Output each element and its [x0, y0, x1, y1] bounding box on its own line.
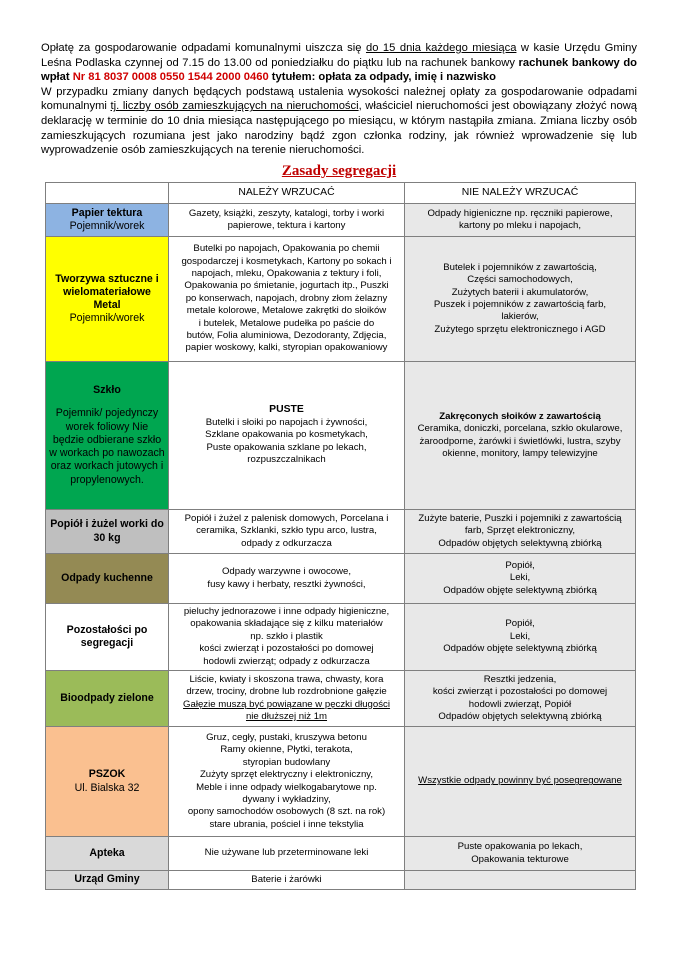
allowed-item: gospodarczej i kosmetykach, Kartony po sokach i [181, 255, 392, 267]
allowed-item: Butelki i słoiki po napojach i żywności, [205, 416, 368, 428]
allowed-item: Ramy okienne, Płytki, terakota, [220, 744, 353, 756]
not-allowed-cell [405, 554, 636, 604]
allowed-item: po konserwach, napojach, drobny złom żelazny [185, 292, 388, 304]
table-row [46, 727, 636, 837]
allowed-item: i butelek, Metalowe pudełka po paście do [198, 317, 375, 329]
allowed-item: dywany i wykładziny, [242, 793, 331, 805]
allowed-item: opakowania składające się z kilku materiałów [190, 618, 383, 630]
allowed-cell [169, 362, 405, 510]
declaration-paragraph: W przypadku zmiany danych będących podstawą ustalenia wysokości należnej opłaty za gospodarowanie odpadami komunalnymi tj. liczby osób zamieszkujących na nieruchomości, właściciel nieruchomości jest obowiązany złożyć nową deklarację w terminie do 10 dnia miesiąca następującego po miesiącu, w którym nastąpiła zmiana. Zmiana liczby osób zamieszkujących rozumiana jest jako narodziny bądź zgon członka rodziny, jak również wprowadzenie się lub wyprowadzenie osób zamieszkujących na terenie nieruchomości. [41, 85, 638, 157]
account-label: rachunek bankowy do wpłat [41, 56, 637, 84]
table-row [46, 671, 636, 727]
allowed-item: Gruz, cegły, pustaki, kruszywa betonu [206, 731, 367, 743]
category-cell [46, 204, 169, 237]
table-row [46, 604, 636, 671]
allowed-item: papierowe, tektura i kartony [227, 220, 346, 231]
allowed-item: rozpuszczalnikach [247, 454, 326, 466]
not-allowed-cell [405, 237, 636, 362]
allowed-cell [169, 510, 405, 554]
category-name: Bioodpady zielone [60, 691, 154, 704]
not-allowed-item: Odpadów objętych selektywną zbiórką [438, 710, 602, 722]
not-allowed-cell [405, 727, 636, 837]
payment-paragraph: Opłatę za gospodarowanie odpadami komunalnymi uiszcza się do 15 dnia każdego miesiąca w kasie Urzędu Gminy Leśna Podlaska czynnej od 7.15 do 13.00 od poniedziałku do piątku lub na rachunek bankowy rachunek bankowy do wpłat Nr 81 8037 0008 0550 1544 2000 0460 tytułem: opłata za odpady, imię i nazwisko [41, 42, 637, 84]
allowed-item: Zużyty sprzęt elektryczny i elektroniczny, [199, 769, 374, 781]
category-name: PSZOK [88, 768, 126, 781]
allowed-title: PUSTE [269, 404, 304, 416]
not-allowed-item: Butelek i pojemników z zawartością, [443, 261, 597, 273]
not-allowed-cell [405, 204, 636, 237]
not-allowed-item: lakierów, [501, 311, 539, 323]
not-allowed-cell [405, 871, 636, 890]
not-allowed-item: kości zwierząt i pozostałości po domowej [432, 686, 608, 698]
allowed-item: nie dłuższej niż 1m [245, 710, 328, 722]
not-allowed-item: Opakowania tekturowe [471, 853, 569, 865]
header-category [46, 183, 169, 204]
category-name: Papier tektura [71, 206, 143, 219]
table-row [46, 554, 636, 604]
not-allowed-cell [405, 362, 636, 510]
not-allowed-cell [405, 837, 636, 871]
intro-text [41, 41, 637, 158]
not-allowed-item: Popiół, [505, 559, 535, 571]
allowed-item: Butelki po napojach, Opakowania po chemii [193, 243, 380, 255]
account-number: Nr 81 8037 0008 0550 1544 2000 0460 [69, 71, 269, 84]
allowed-item: Opakowania po śmietanie, jogurtach itp., Puszki [184, 280, 389, 292]
allowed-item: ceramika, Szklanki, szkło typu arco, lustra, [196, 525, 377, 537]
allowed-cell [169, 727, 405, 837]
allowed-item: Baterie i żarówki [251, 873, 322, 885]
allowed-item: napojach, mleku, Opakowania z tektury i foli, [191, 267, 382, 279]
category-name: Odpady kuchenne [61, 571, 153, 584]
not-allowed-item: Popiół, [505, 618, 535, 630]
category-name: Urząd Gminy [74, 873, 140, 886]
not-allowed-cell [405, 510, 636, 554]
allowed-item: fusy kawy i herbaty, resztki żywności, [207, 578, 366, 590]
allowed-item: hodowli zwierząt; odpady z odkurzacza [203, 655, 370, 667]
category-container: Pojemnik/worek [69, 312, 145, 325]
transfer-title: tytułem: opłata za odpady, imię i nazwisko [268, 71, 496, 84]
not-allowed-item: Wszystkie odpady powinny być posegregowane [418, 775, 622, 787]
allowed-item: opony samochodów osobowych (8 szt. na rok) [187, 806, 386, 818]
not-allowed-item: okienne, monitory, lampy telewizyjne [442, 447, 598, 459]
allowed-item: Odpady warzywne i owocowe, [221, 566, 352, 578]
not-allowed-item: Odpadów objęte selektywną zbiórką [443, 584, 597, 596]
allowed-cell [169, 237, 405, 362]
allowed-cell [169, 871, 405, 890]
allowed-item: Liście, kwiaty i skoszona trawa, chwasty, kora [189, 673, 384, 685]
category-cell [46, 362, 169, 510]
not-allowed-item: Leki, [509, 572, 531, 584]
not-allowed-item: żaroodporne, żarówki i świetlówki, lustra, szyby [419, 435, 621, 447]
category-container: Ul. Bialska 32 [74, 781, 140, 794]
category-name: Popiół i żużel worki do 30 kg [50, 518, 164, 544]
allowed-item: metale kolorowe, Metalowe zakrętki do słoików [186, 305, 387, 317]
table-body [46, 204, 636, 890]
allowed-cell [169, 604, 405, 671]
payment-deadline: do 15 dnia każdego miesiąca [365, 42, 517, 54]
not-allowed-item: Puste opakowania po lekach, [457, 841, 583, 853]
category-cell [46, 554, 169, 604]
allowed-item: styropian budowlany [242, 756, 331, 768]
category-name: Pozostałości po segregacji [66, 623, 148, 650]
not-allowed-item: Części samochodowych, [467, 274, 573, 286]
allowed-item: Puste opakowania szklane po lekach, [206, 441, 367, 453]
category-cell [46, 604, 169, 671]
not-allowed-item: Leki, [509, 630, 531, 642]
not-allowed-cell [405, 671, 636, 727]
allowed-item: drzew, trociny, drobne lub rozdrobnione gałęzie [186, 686, 387, 698]
category-cell [46, 871, 169, 890]
allowed-item: odpady z odkurzacza [241, 537, 332, 549]
category-cell [46, 510, 169, 554]
allowed-item: pieluchy jednorazowe i inne odpady higieniczne, [183, 606, 390, 617]
header-allowed: NALEŻY WRZUCAĆ [169, 183, 405, 204]
allowed-cell [169, 671, 405, 727]
category-cell [46, 237, 169, 362]
category-cell [46, 837, 169, 871]
table-row [46, 362, 636, 510]
table-row [46, 237, 636, 362]
allowed-item: np. szkło i plastik [250, 630, 323, 642]
table-row [46, 871, 636, 890]
not-allowed-item: Odpady higieniczne np. ręczniki papierowe, [427, 207, 613, 219]
category-cell [46, 727, 169, 837]
allowed-item: Popiół i żużel z palenisk domowych, Porcelana i [184, 512, 389, 524]
not-allowed-item: Resztki jedzenia, [483, 673, 557, 685]
category-container: Pojemnik/worek [69, 220, 145, 232]
allowed-item: Meble i inne odpady wielkogabarytowe np. [196, 781, 377, 793]
category-name: Szkło [93, 384, 121, 397]
section-title: Zasady segregacji [281, 163, 397, 179]
not-allowed-item: farb, Sprzęt elektroniczny, [464, 525, 576, 537]
allowed-item: Gałęzie muszą być powiązane w pęczki długości [183, 698, 390, 710]
category-name: Apteka [89, 846, 125, 859]
table-row [46, 510, 636, 554]
not-allowed-item: Zużyte baterie, Puszki i pojemniki z zawartością [418, 512, 622, 524]
not-allowed-item: Puszek i pojemników z zawartością farb, [433, 299, 607, 310]
allowed-item: kości zwierząt i pozostałości po domowej [199, 643, 374, 655]
allowed-item: Szklane opakowania po kosmetykach, [205, 429, 368, 441]
not-allowed-item: Odpadów objęte selektywną zbiórką [443, 643, 597, 655]
table-row [46, 204, 636, 237]
not-allowed-item: Zużytych baterii i akumulatorów, [451, 286, 589, 298]
not-allowed-item: Zużytego sprzętu elektronicznego i AGD [434, 323, 606, 335]
not-allowed-cell [405, 604, 636, 671]
table-header-row [46, 183, 636, 204]
allowed-cell [169, 837, 405, 871]
not-allowed-item: Odpadów objętych selektywną zbiórką [438, 537, 602, 549]
allowed-item: Nie używane lub przeterminowane leki [204, 847, 369, 859]
not-allowed-item: Ceramika, doniczki, porcelana, szkło okularowe, [417, 423, 623, 435]
allowed-cell [169, 204, 405, 237]
header-not-allowed: NIE NALEŻY WRZUCAĆ [405, 183, 636, 204]
allowed-cell [169, 554, 405, 604]
category-cell [46, 671, 169, 727]
category-name: Tworzywa sztuczne i wielomateriałowe Metal [55, 272, 159, 311]
category-container: Pojemnik/ pojedynczy worek foliowy Nie będzie odbierane szkło w workach po nawozach oraz workach jutowych i propylenowych. [49, 407, 165, 486]
allowed-item: Gazety, książki, zeszyty, katalogi, torby i worki [188, 207, 385, 219]
allowed-item: papier woskowy, kalki, styropian opakowaniowy [185, 342, 388, 354]
allowed-item: butów, Folia aluminiowa, Dezodoranty, Zdjęcia, [186, 330, 387, 342]
allowed-item: stare ubrania, pościel i inne tekstylia [209, 818, 364, 830]
table-row [46, 837, 636, 871]
not-allowed-item: kartony po mleku i napojach, [458, 220, 582, 231]
not-allowed-title: Zakręconych słoików z zawartością [439, 410, 601, 422]
segregation-table [45, 182, 636, 890]
not-allowed-item: hodowli zwierząt, Popiół [468, 698, 572, 710]
